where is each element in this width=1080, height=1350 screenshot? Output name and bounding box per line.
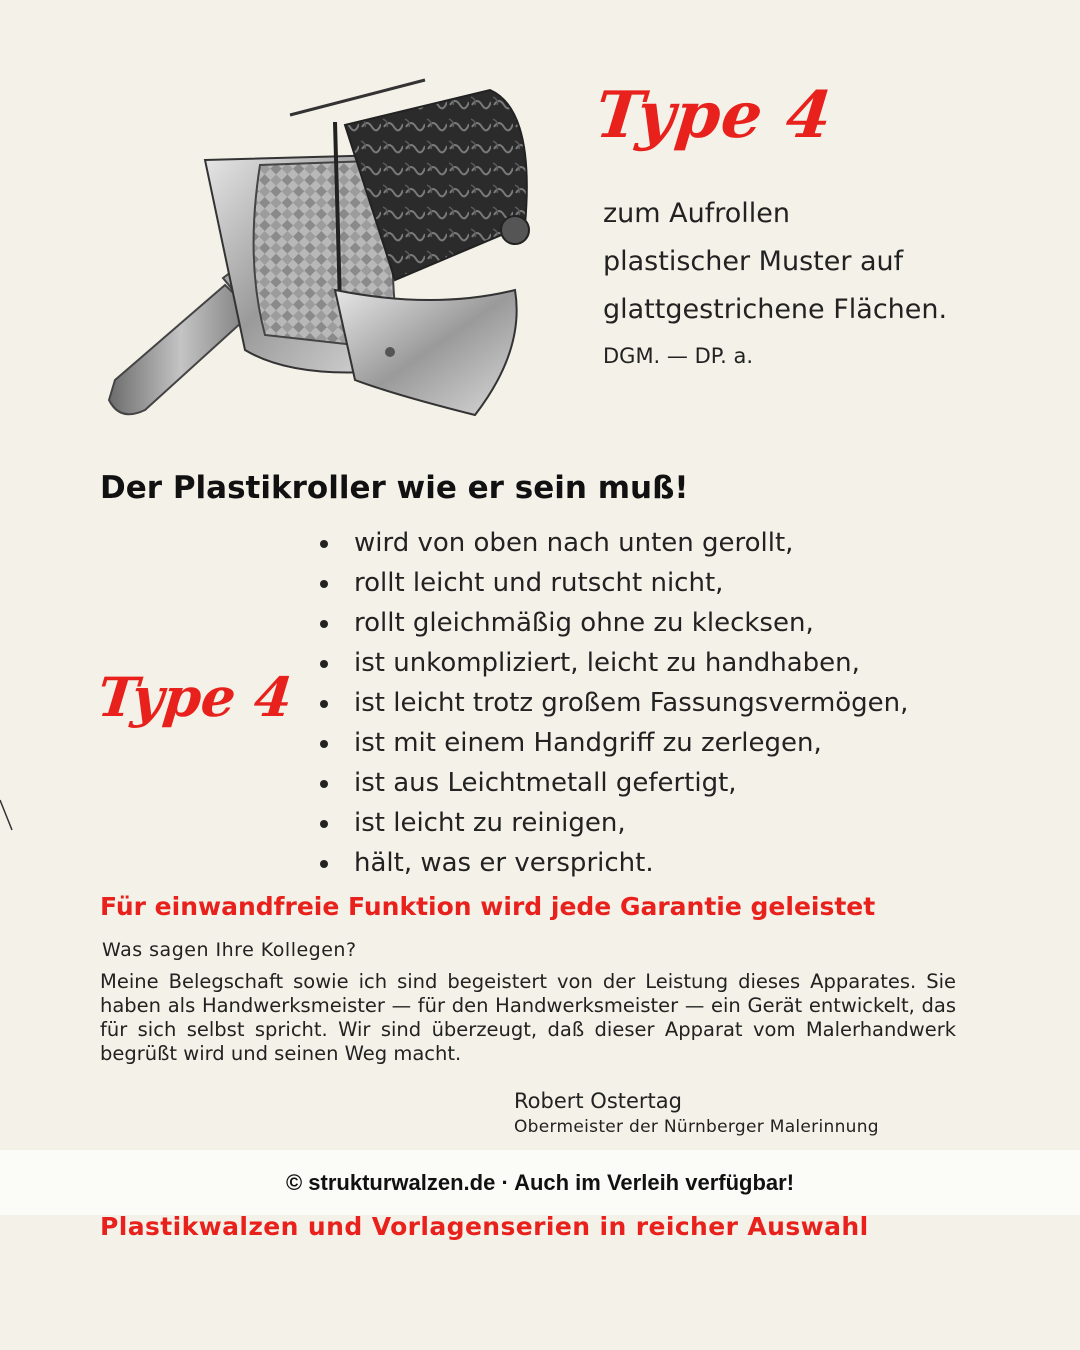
edge-mark-icon (0, 795, 14, 835)
bullet-icon (320, 660, 328, 668)
feature-text: ist unkompliziert, leicht zu handhaben, (354, 648, 860, 678)
bullet-icon (320, 740, 328, 748)
intro-line-3: glattgestrichene Flächen. (603, 294, 948, 325)
feature-item (318, 563, 908, 603)
watermark-banner (0, 1150, 1080, 1215)
watermark-text: © strukturwalzen.de · Auch im Verleih verfügbar! (285, 1169, 795, 1195)
feature-item (318, 803, 908, 843)
feature-item (318, 763, 908, 803)
testimonial-author-title: Obermeister der Nürnberger Malerinnung (514, 1117, 879, 1137)
guarantee-statement: Für einwandfreie Funktion wird jede Garantie geleistet (100, 892, 876, 921)
bullet-icon (320, 540, 328, 548)
testimonial-question: Was sagen Ihre Kollegen? (102, 939, 357, 961)
feature-text: wird von oben nach unten gerollt, (354, 528, 794, 558)
intro-line-2: plastischer Muster auf (603, 246, 904, 277)
bullet-icon (320, 820, 328, 828)
feature-text: ist leicht zu reinigen, (354, 808, 626, 838)
type-4-title-mid: Type 4 (94, 665, 296, 729)
type-4-title-top: Type 4 (592, 78, 837, 153)
feature-text: ist mit einem Handgriff zu zerlegen, (354, 728, 822, 758)
headline: Der Plastikroller wie er sein muß! (100, 470, 689, 506)
feature-text: hält, was er verspricht. (354, 848, 654, 878)
feature-text: rollt gleichmäßig ohne zu klecksen, (354, 608, 814, 638)
feature-item (318, 843, 908, 883)
footer-slogan: Plastikwalzen und Vorlagenserien in reicher Auswahl (100, 1212, 869, 1241)
feature-text: ist leicht trotz großem Fassungsvermögen, (354, 688, 909, 718)
testimonial-author: Robert Ostertag (514, 1089, 682, 1113)
feature-item (318, 603, 908, 643)
paint-roller-illustration (95, 50, 565, 430)
bullet-icon (320, 700, 328, 708)
product-intro (603, 190, 947, 380)
bullet-icon (320, 780, 328, 788)
bullet-icon (320, 620, 328, 628)
feature-item (318, 643, 908, 683)
feature-item (318, 683, 908, 723)
feature-text: rollt leicht und rutscht nicht, (354, 568, 724, 598)
bullet-icon (320, 860, 328, 868)
patent-code: DGM. — DP. a. (603, 344, 754, 368)
feature-item (318, 723, 908, 763)
bullet-icon (320, 580, 328, 588)
feature-list (318, 523, 908, 883)
feature-text: ist aus Leichtmetall gefertigt, (354, 768, 737, 798)
feature-item (318, 523, 908, 563)
roller-housing (205, 80, 529, 415)
testimonial-text: Meine Belegschaft sowie ich sind begeistert von der Leistung dieses Apparates. Sie haben als Handwerksmeister — für den Handwerksmeister — ein Gerät entwickelt, das für sich selbst spricht. Wir sind überzeugt, daß dieser Apparat vom Malerhandwerk begrüßt wird und seinen Weg macht. (100, 970, 956, 1065)
intro-line-1: zum Aufrollen (603, 198, 791, 229)
